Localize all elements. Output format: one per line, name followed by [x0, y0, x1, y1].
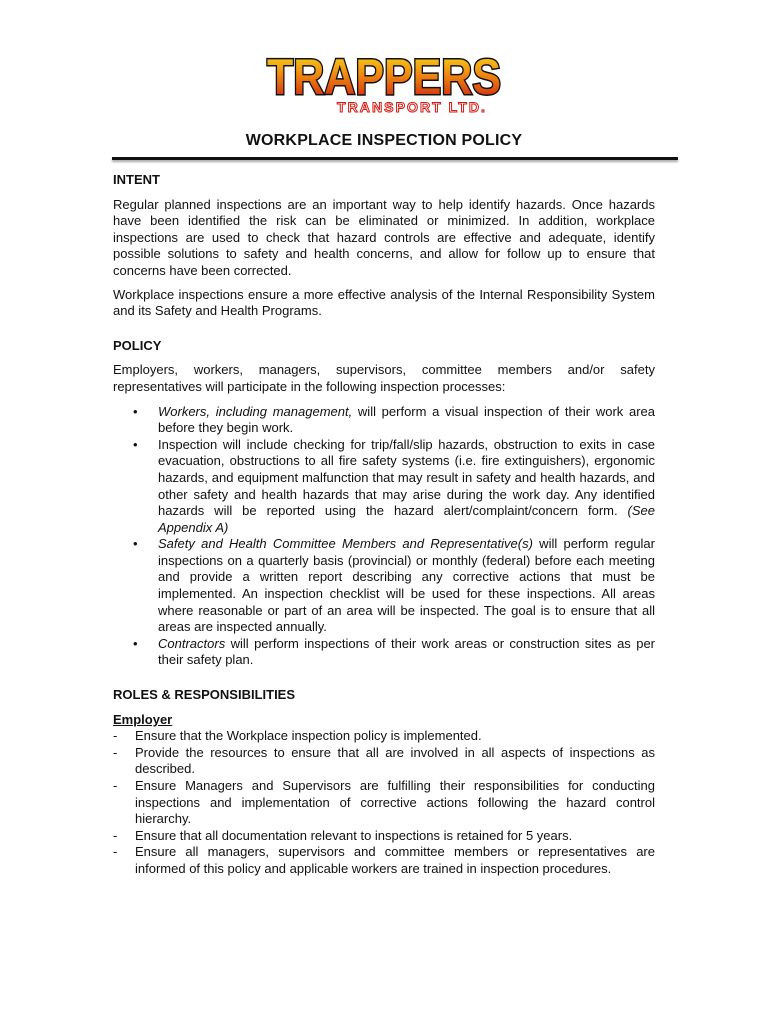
bullet-1-text: will perform a visual inspection of their work area before they begin work. [158, 403, 655, 436]
roles-heading: ROLES & RESPONSIBILITIES [113, 687, 296, 703]
responsibility-text: Ensure that the Workplace inspection policy is implemented. [135, 728, 482, 744]
document-title: WORKPLACE INSPECTION POLICY [245, 132, 523, 149]
intent-heading: INTENT [113, 172, 160, 187]
list-item [113, 437, 655, 537]
bullet-icon: • [133, 403, 138, 419]
policy-heading: POLICY [113, 337, 162, 353]
list-item [113, 745, 655, 778]
dash-marker: - [113, 744, 118, 760]
responsibility-text: Ensure that all documentation relevant to inspections is retained for 5 years. [135, 827, 573, 843]
list-item [113, 778, 655, 828]
list-item [113, 636, 655, 669]
bullet-2-text: Inspection will include checking for trip/fall/slip hazards, obstruction to exits in case evacuation, obstructions to all fire safety systems (i.e. fire extinguishers), ergonomic hazards, and equipment malfunction that may result in safety and health hazards, and other safety and health hazards that may arise during the work day. Any identified hazards will be reported using the hazard alert/complaint/concern form. [158, 436, 655, 519]
dash-marker: - [113, 778, 118, 793]
bullet-1-emphasis: Workers, including management, [158, 403, 353, 419]
policy-bullet-list [113, 404, 655, 670]
bullet-icon: • [133, 436, 138, 452]
logo-sub-text: TRANSPORT LTD. [337, 99, 487, 115]
list-item [113, 536, 655, 636]
bullet-3-text: will perform regular inspections on a quarterly basis (provincial) or monthly (federal) before each meeting and provide a written report describing any corrective actions that must be implemented. An inspection checklist will be used for these inspections. All areas where reasonable or part of an area will be inspected. The goal is to ensure that all areas are inspected annually. [158, 536, 655, 635]
dash-marker: - [113, 844, 118, 860]
bullet-4-emphasis: Contractors [158, 635, 226, 651]
document-body [113, 172, 655, 878]
title-divider [112, 157, 678, 160]
responsibility-text: Ensure Managers and Supervisors are fulfilling their responsibilities for conducting inspections and implementation of corrective actions following the hazard control hierarchy. [135, 778, 655, 827]
trappers-logo [262, 44, 506, 120]
dash-marker: - [113, 728, 118, 744]
intent-paragraph-1: Regular planned inspections are an important way to help identify hazards. Once hazards have been identified the risk can be eliminated or minimized. In addition, workplace inspections are used to check that hazard controls are effective and adequate, identify possible solutions to safety and health concerns, and allow for follow up to ensure that concerns have been corrected. [113, 196, 655, 278]
list-item [113, 828, 655, 845]
employer-responsibility-list [113, 728, 655, 877]
bullet-4-text: will perform inspections of their work areas or construction sites as per their safety plan. [158, 635, 655, 668]
bullet-icon: • [133, 635, 138, 651]
responsibility-text: Provide the resources to ensure that all are involved in all aspects of inspections as described. [135, 744, 655, 777]
list-item [113, 404, 655, 437]
bullet-2-appendix-ref: (See Appendix A) [158, 503, 655, 535]
list-item [113, 844, 655, 877]
employer-subheading: Employer [113, 711, 173, 727]
intent-paragraph-2: Workplace inspections ensure a more effective analysis of the Internal Responsibility System and its Safety and Health Programs. [113, 286, 655, 319]
policy-intro: Employers, workers, managers, supervisors, committee members and/or safety representatives will participate in the following inspection processes: [113, 362, 655, 394]
bullet-3-emphasis: Safety and Health Committee Members and Representative(s) [158, 536, 533, 552]
bullet-icon: • [133, 536, 138, 552]
responsibility-text: Ensure all managers, supervisors and committee members or representatives are informed of this policy and applicable workers are trained in inspection procedures. [135, 844, 655, 876]
logo-brand-text: TRAPPERS [267, 49, 501, 105]
dash-marker: - [113, 827, 118, 843]
list-item [113, 728, 655, 745]
